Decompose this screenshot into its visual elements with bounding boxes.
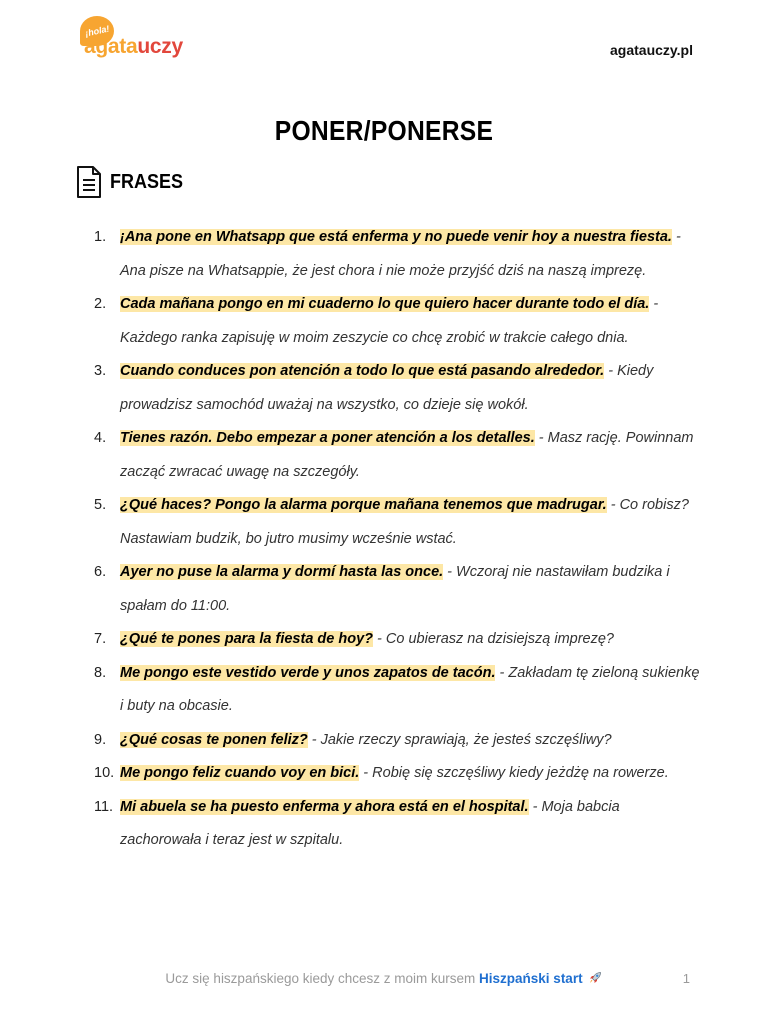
item-number: 1. [94,229,107,245]
course-link[interactable]: Hiszpański start [479,971,583,986]
polish-translation: - Co robisz? Nastawiam budzik, bo jutro musimy wcześnie wstać. [120,497,689,547]
item-number: 6. [94,564,107,580]
item-number: 3. [94,363,107,379]
polish-translation: - Zakładam tę zieloną sukienkę i buty na obcasie. [120,664,700,714]
logo-wordmark [84,35,183,59]
spanish-phrase: Me pongo este vestido verde y unos zapatos de tacón. [120,664,496,681]
item-number: 5. [94,497,107,513]
rocket-icon [587,970,603,986]
section-title: FRASES [110,170,184,193]
item-number: 9. [94,731,107,748]
page-number: 1 [682,971,690,986]
list-item [94,724,700,758]
list-item [94,556,700,623]
item-number: 7. [94,631,107,647]
spanish-phrase: ¡Ana pone en Whatsapp que está enferma y no puede venir hoy a nuestra fiesta. [120,229,672,245]
spanish-phrase: Tienes razón. Debo empezar a poner atención a los detalles. [120,430,535,446]
spanish-phrase: Me pongo feliz cuando voy en bici. [120,765,360,781]
list-item [94,288,700,355]
item-number: 10. [94,765,115,781]
list-item [94,355,700,422]
item-number: 2. [94,296,107,312]
spanish-phrase: Mi abuela se ha puesto enferma y ahora está en el hospital. [120,798,529,815]
polish-translation: - Moja babcia zachorowała i teraz jest w szpitalu. [120,798,620,848]
list-item [94,757,700,791]
item-number: 11. [94,798,114,815]
spanish-phrase: Cada mañana pongo en mi cuaderno lo que quiero hacer durante todo el día. [120,296,650,312]
spanish-phrase: ¿Qué te pones para la fiesta de hoy? [120,631,374,647]
footer [0,970,768,986]
logo-text-part2: uczy [137,35,183,58]
polish-translation: - Wczoraj nie nastawiłam budzika i spałam do 11:00. [120,564,670,614]
site-url[interactable]: agatauczy.pl [610,42,693,58]
page-title: PONER/PONERSE [274,115,494,146]
list-item [94,623,700,657]
item-number: 4. [94,430,107,446]
phrase-list [94,221,700,858]
spanish-phrase: Ayer no puse la alarma y dormí hasta las once. [120,564,444,580]
list-item [94,221,700,288]
list-item [94,657,700,724]
item-number: 8. [94,664,107,681]
logo-badge-text: ¡hola! [83,23,111,39]
polish-translation: - Co ubierasz na dzisiejszą imprezę? [373,631,614,647]
list-item [94,422,700,489]
footer-text: Ucz się hiszpańskiego kiedy chcesz z moim kursem [165,971,480,986]
polish-translation: - Każdego ranka zapisuję w moim zeszycie co chcę zrobić w trakcie całego dnia. [120,296,659,346]
spanish-phrase: Cuando conduces pon atención a todo lo que está pasando alrededor. [120,363,605,379]
agatauczy-logo [80,16,200,64]
document-icon [76,166,102,198]
list-item [94,489,700,556]
logo-text-part1: agata [84,35,138,58]
polish-translation: - Masz rację. Powinnam zacząć zwracać uwagę na szczegóły. [120,430,694,480]
list-item [94,791,700,858]
polish-translation: - Ana pisze na Whatsappie, że jest chora i nie może przyjść dziś na naszą imprezę. [120,229,681,279]
spanish-phrase: ¿Qué cosas te ponen feliz? [120,731,308,748]
section-header [76,166,191,198]
polish-translation: - Kiedy prowadzisz samochód uważaj na wszystko, co dzieje się wokół. [120,363,654,413]
polish-translation: - Robię się szczęśliwy kiedy jeżdżę na rowerze. [359,765,669,781]
polish-translation: - Jakie rzeczy sprawiają, że jesteś szczęśliwy? [307,731,612,748]
spanish-phrase: ¿Qué haces? Pongo la alarma porque mañana tenemos que madrugar. [120,497,607,513]
